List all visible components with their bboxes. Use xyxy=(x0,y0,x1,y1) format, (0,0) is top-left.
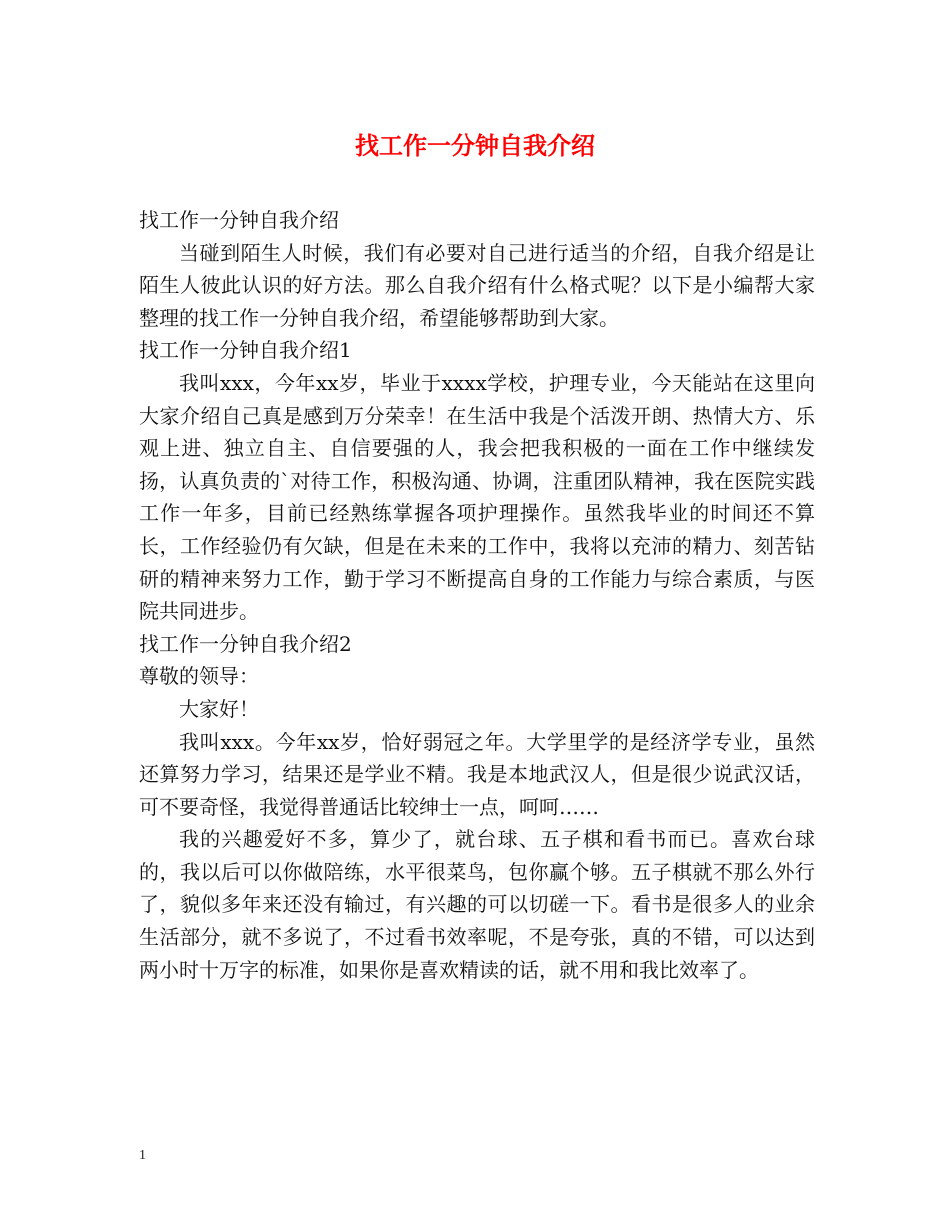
paragraph: 找工作一分钟自我介绍1 xyxy=(139,338,352,363)
paragraph: 找工作一分钟自我介绍2 xyxy=(139,631,352,656)
paragraph: 我的兴趣爱好不多，算少了，就台球、五子棋和看书而已。喜欢台球的，我以后可以你做陪练，水平很菜鸟，包你赢个够。五子棋就不那么外行了，貌似多年来还没有输过，有兴趣的可以切磋一下。看书是很多人的业余生活部分，就不多说了，不过看书效率呢，不是夸张，真的不错，可以达到两小时十万字的标准，如果你是喜欢精读的话，就不用和我比效率了。 xyxy=(139,827,815,982)
paragraph: 找工作一分钟自我介绍 xyxy=(139,208,339,232)
document-body xyxy=(139,204,815,986)
paragraph: 尊敬的领导： xyxy=(139,664,259,689)
paragraph: 当碰到陌生人时候，我们有必要对自己进行适当的介绍，自我介绍是让陌生人彼此认识的好方法。那么自我介绍有什么格式呢？以下是小编帮大家整理的找工作一分钟自我介绍，希望能够帮助到大家。 xyxy=(139,240,815,330)
document-title: 找工作一分钟自我介绍 xyxy=(355,131,595,160)
paragraph: 我叫xxx。今年xx岁，恰好弱冠之年。大学里学的是经济学专业，虽然还算努力学习，结果还是学业不精。我是本地武汉人，但是很少说武汉话，可不要奇怪，我觉得普通话比较绅士一点，呵呵…… xyxy=(139,729,815,819)
paragraph: 我叫xxx，今年xx岁，毕业于xxxx学校，护理专业，今天能站在这里向大家介绍自己真是感到万分荣幸！在生活中我是个活泼开朗、热情大方、乐观上进、独立自主、自信要强的人，我会把我积极的一面在工作中继续发扬，认真负责的`对待工作，积极沟通、协调，注重团队精神，我在医院实践工作一年多，目前已经熟练掌握各项护理操作。虽然我毕业的时间还不算长，工作经验仍有欠缺，但是在未来的工作中，我将以充沛的精力、刻苦钻研的精神来努力工作，勤于学习不断提高自身的工作能力与综合素质，与医院共同进步。 xyxy=(139,370,815,624)
page-number: 1 xyxy=(139,1148,146,1163)
paragraph: 大家好！ xyxy=(179,696,259,721)
